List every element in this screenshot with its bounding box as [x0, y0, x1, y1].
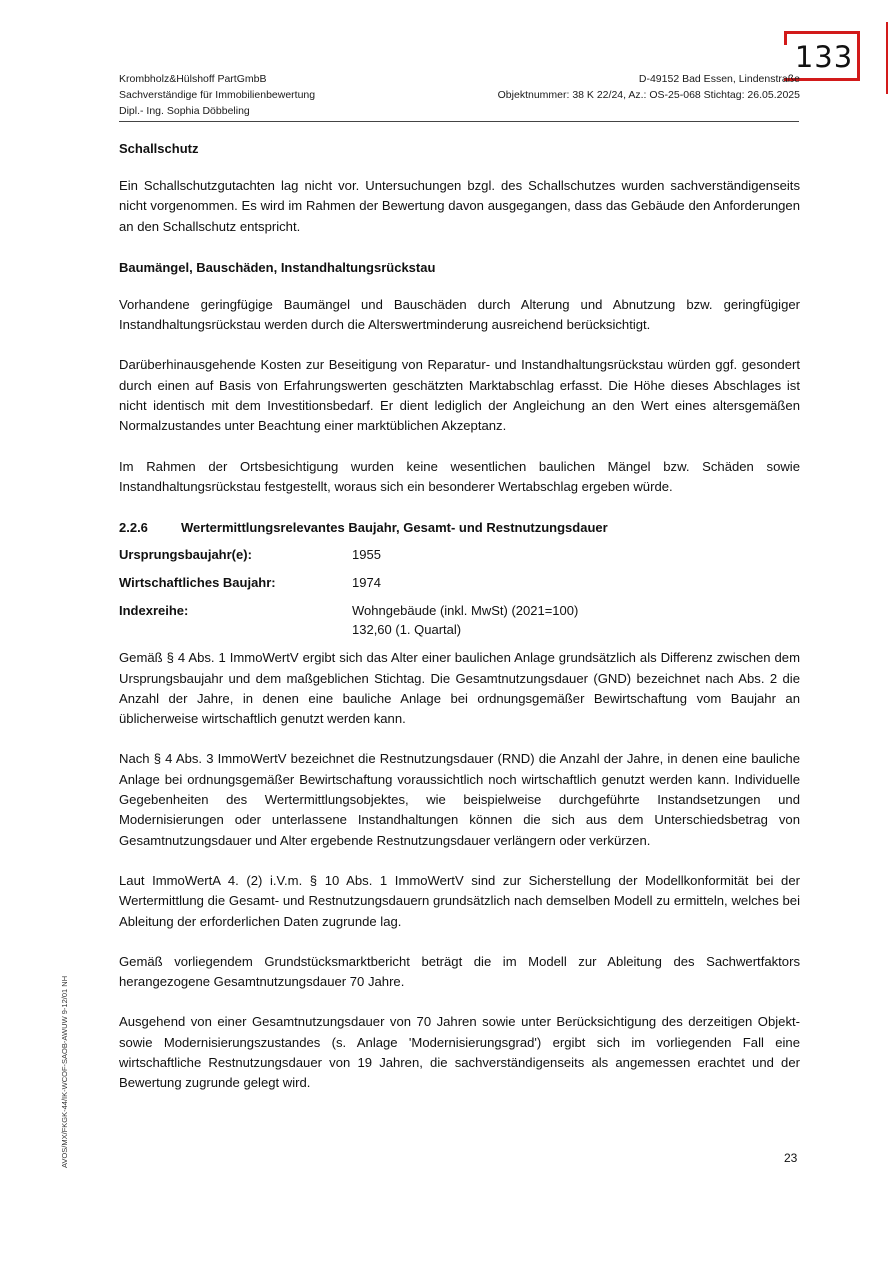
section-title: Wertermittlungsrelevantes Baujahr, Gesamt- und Restnutzungsdauer	[181, 520, 608, 536]
paragraph-baumaengel-1: Vorhandene geringfügige Baumängel und Bauschäden durch Alterung und Abnutzung bzw. geringfügiger Instandhaltungsrückstau werden durch die Alterswertminderung ausreichend berücksichtigt.	[119, 296, 800, 333]
header-address: D-49152 Bad Essen, Lindenstraße	[638, 73, 800, 85]
row-wirtschaftliches-baujahr	[119, 573, 800, 592]
index-value: 132,60 (1. Quartal)	[352, 622, 462, 638]
row-label: Ursprungsbaujahr(e):	[119, 547, 252, 563]
page-stamp-corner	[784, 31, 787, 45]
heading-baumaengel: Baumängel, Bauschäden, Instandhaltungsrückstau	[119, 259, 436, 275]
row-ursprungsbaujahr	[119, 545, 800, 564]
paragraph-baujahr-2: Nach § 4 Abs. 3 ImmoWertV bezeichnet die Restnutzungsdauer (RND) die Anzahl der Jahre, in denen eine bauliche Anlage bei ordnungsgemäßer Bewirtschaftung voraussichtlich noch wirtschaftlich genutzt werden kann. Individuelle Gegebenheiten des Wertermittlungsobjektes, wie beispielweise durchgeführte Instandsetzungen und Modernisierungen oder unterlassene Instandhaltungen können die sich aus dem Unterschiedsbetrag von Gesamtnutzungsdauer und Alter ergebende Restnutzungsdauer verlängern oder verkürzen.	[119, 751, 800, 848]
row-indexreihe	[119, 601, 800, 639]
header-right	[498, 71, 800, 103]
main-content	[119, 140, 800, 1094]
header-author: Dipl.- Ing. Sophia Döbbeling	[119, 105, 250, 117]
page-number: 23	[784, 1151, 798, 1165]
section-heading-baujahr	[119, 519, 800, 537]
header-object-number: Objektnummer: 38 K 22/24, Az.: OS-25-068 Stichtag: 26.05.2025	[497, 89, 800, 101]
paragraph-baujahr-5: Ausgehend von einer Gesamtnutzungsdauer von 70 Jahren sowie unter Berücksichtigung des derzeitigen Objekt- sowie Modernisierungszustandes (s. Anlage 'Modernisierungsgrad') ergibt sich im vorliegenden Fall eine wirtschaftliche Restnutzungsdauer von 19 Jahren, die sachverständigenseits als angemessen erachtet und der Bewertung zugrunde gelegt wird.	[119, 1014, 800, 1091]
paragraph-baumaengel-2: Darüberhinausgehende Kosten zur Beseitigung von Reparatur- und Instandhaltungsrückstau würden ggf. gesondert durch einen auf Basis von Erfahrungswerten geschätzten Marktabschlag erfasst. Die Höhe dieses Abschlages ist nicht identisch mit dem Investitionsbedarf. Er dient lediglich der Angleichung an den Wert eines altersgemäßen Normalzustandes unter Beachtung einer marktüblichen Akzeptanz.	[119, 357, 800, 434]
row-label: Indexreihe:	[119, 603, 189, 619]
page-edge-mark	[886, 22, 888, 94]
heading-schallschutz: Schallschutz	[119, 141, 199, 156]
paragraph-baumaengel-3: Im Rahmen der Ortsbesichtigung wurden keine wesentlichen baulichen Mängel bzw. Schäden sowie Instandhaltungsrückstau festgestellt, woraus sich ein besonderer Wertabschlag ergeben würde.	[119, 458, 800, 494]
section-number: 2.2.6	[119, 520, 148, 536]
row-label: Wirtschaftliches Baujahr:	[119, 575, 276, 591]
paragraph-baujahr-4: Gemäß vorliegendem Grundstücksmarktbericht beträgt die im Modell zur Ableitung des Sachwertfaktors herangezogene Gesamtnutzungsdauer 70 Jahre.	[119, 953, 800, 990]
header-subtitle: Sachverständige für Immobilienbewertung	[119, 89, 316, 101]
row-value: 1974	[352, 575, 381, 591]
header-company: Krombholz&Hülshoff PartGmbB	[119, 73, 267, 85]
row-value	[352, 601, 800, 639]
paragraph-baujahr-1: Gemäß § 4 Abs. 1 ImmoWertV ergibt sich das Alter einer baulichen Anlage grundsätzlich als Differenz zwischen dem Ursprungsbaujahr und dem maßgeblichen Stichtag. Die Gesamtnutzungsdauer (GND) bezeichnet nach Abs. 2 die Anzahl der Jahre, in denen eine bauliche Anlage bei ordnungsgemäßer Bewirtschaftung vom Baujahr an üblicherweise wirtschaftlich genutzt werden kann.	[119, 650, 800, 727]
stamp-number: 133	[794, 40, 854, 74]
header-left	[119, 71, 315, 119]
paragraph-baujahr-3: Laut ImmoWertA 4. (2) i.V.m. § 10 Abs. 1 ImmoWertV sind zur Sicherstellung der Modellkonformität bei der Wertermittlung die Gesamt- und Restnutzungsdauern grundsätzlich nach demselben Modell zu ermitteln, welches bei Ableitung der erforderlichen Daten zugrunde lag.	[119, 872, 800, 929]
side-document-code: AVOS/MX/FKGK-44/IK-WCOF-SAOB-AWUW 9-12/01 NH	[60, 975, 69, 1168]
header-divider	[119, 121, 799, 122]
paragraph-schallschutz: Ein Schallschutzgutachten lag nicht vor. Untersuchungen bzgl. des Schallschutzes wurden sachverständigenseits nicht vorgenommen. Es wird im Rahmen der Bewertung davon ausgegangen, dass das Gebäude den Anforderungen an den Schallschutz entspricht.	[119, 178, 800, 234]
index-series: Wohngebäude (inkl. MwSt) (2021=100)	[352, 603, 579, 619]
key-value-list	[119, 545, 800, 639]
row-value: 1955	[352, 547, 381, 563]
